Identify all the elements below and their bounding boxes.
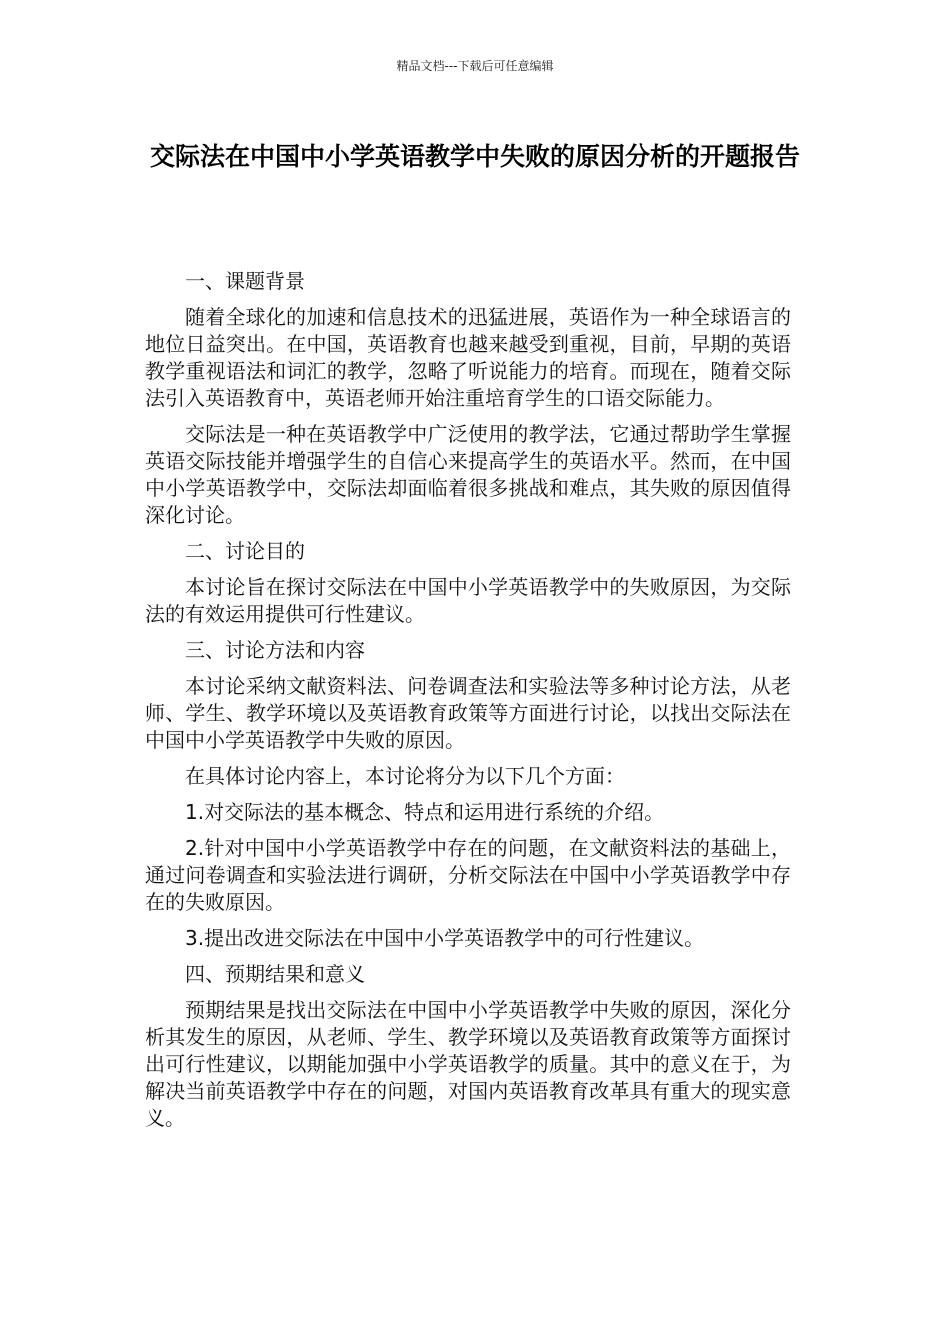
- section-heading-expected-results: 四、预期结果和意义: [185, 962, 365, 986]
- section-heading-methods: 三、讨论方法和内容: [185, 638, 365, 662]
- paragraph: 在具体讨论内容上，本讨论将分为以下几个方面：: [185, 764, 625, 788]
- paragraph: 预期结果是找出交际法在中国中小学英语教学中失败的原因，深化分析其发生的原因，从老师、学生、教学环境以及英语教育政策等方面探讨出可行性建议，以期能加强中小学英语教学的质量。其中的意义在于，为解决当前英语教学中存在的问题，对国内英语教育改革具有重大的现实意义。: [145, 998, 791, 1130]
- section-heading-purpose: 二、讨论目的: [185, 539, 305, 563]
- list-item: 1.对交际法的基本概念、特点和运用进行系统的介绍。: [185, 800, 665, 824]
- document-title: 交际法在中国中小学英语教学中失败的原因分析的开题报告: [149, 142, 800, 171]
- page-header: 精品文档---下载后可任意编辑: [396, 59, 554, 73]
- section-heading-background: 一、课题背景: [185, 269, 305, 293]
- paragraph: 交际法是一种在英语教学中广泛使用的教学法，它通过帮助学生掌握英语交际技能并增强学生的自信心来提高学生的英语水平。然而，在中国中小学英语教学中，交际法却面临着很多挑战和难点，其失败的原因值得深化讨论。: [145, 422, 791, 527]
- list-item: 3.提出改进交际法在中国中小学英语教学中的可行性建议。: [185, 926, 705, 950]
- paragraph: 随着全球化的加速和信息技术的迅猛进展，英语作为一种全球语言的地位日益突出。在中国，英语教育也越来越受到重视，目前，早期的英语教学重视语法和词汇的教学，忽略了听说能力的培育。而现在，随着交际法引入英语教育中，英语老师开始注重培育学生的口语交际能力。: [145, 305, 791, 410]
- document-body: [145, 268, 791, 1141]
- paragraph: 本讨论旨在探讨交际法在中国中小学英语教学中的失败原因，为交际法的有效运用提供可行性建议。: [145, 575, 791, 626]
- list-item: 2.针对中国中小学英语教学中存在的问题，在文献资料法的基础上，通过问卷调查和实验法进行调研，分析交际法在中国中小学英语教学中存在的失败原因。: [145, 836, 791, 914]
- paragraph: 本讨论采纳文献资料法、问卷调查法和实验法等多种讨论方法，从老师、学生、教学环境以及英语教育政策等方面进行讨论，以找出交际法在中国中小学英语教学中失败的原因。: [145, 674, 791, 752]
